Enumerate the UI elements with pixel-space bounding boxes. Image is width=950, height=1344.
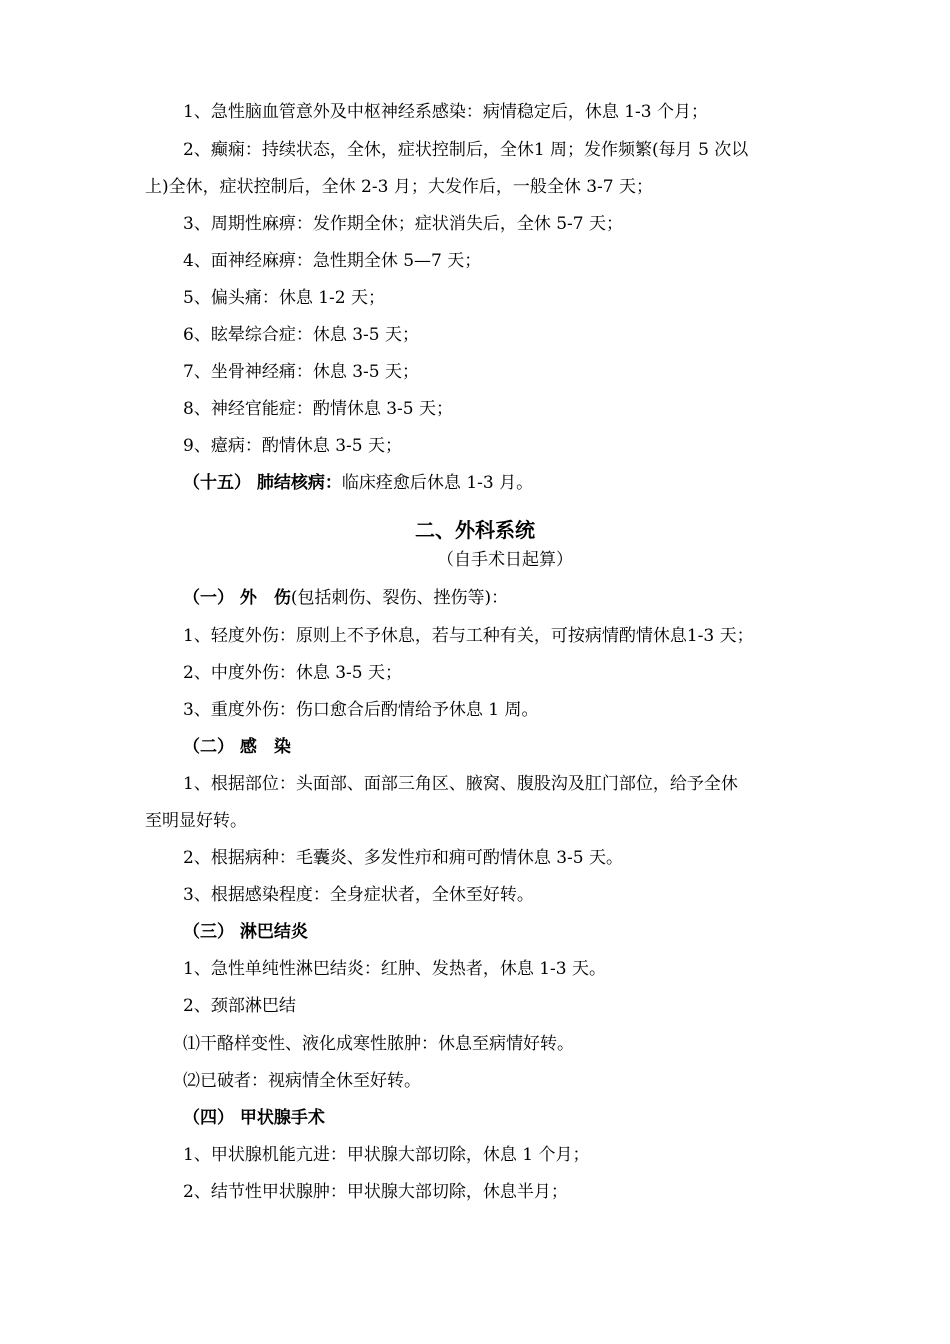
tb-label: （十五） 肺结核病： <box>183 473 342 493</box>
injury-heading <box>183 587 508 609</box>
list-item-infection-1-continued: 至明显好转。 <box>145 811 247 831</box>
list-item-thyroid-2: 2、结节性甲状腺肿：甲状腺大部切除，休息半月； <box>183 1182 568 1202</box>
list-item-neuro-2-continued: 上)全休，症状控制后，全休 2-3 月；大发作后，一般全休 3-7 天； <box>145 177 653 197</box>
lymph-heading: （三） 淋巴结炎 <box>183 922 308 942</box>
list-item-neuro-9: 9、癔病：酌情休息 3-5 天； <box>183 436 402 456</box>
list-item-neuro-5: 5、偏头痛：休息 1-2 天； <box>183 288 385 308</box>
list-item-thyroid-1: 1、甲状腺机能亢进：甲状腺大部切除，休息 1 个月； <box>183 1145 590 1165</box>
list-item-injury-3: 3、重度外伤：伤口愈合后酌情给予休息 1 周。 <box>183 700 539 720</box>
list-item-infection-2: 2、根据病种：毛囊炎、多发性疖和痈可酌情休息 3-5 天。 <box>183 848 623 868</box>
list-item-lymph-2a: ⑴干酪样变性、液化成寒性脓肿：休息至病情好转。 <box>183 1034 574 1054</box>
thyroid-heading: （四） 甲状腺手术 <box>183 1108 325 1128</box>
list-item-infection-3: 3、根据感染程度：全身症状者，全休至好转。 <box>183 885 534 905</box>
section-title: 二、外科系统 <box>415 518 535 542</box>
list-item-neuro-4: 4、面神经麻痹：急性期全休 5—7 天； <box>183 251 482 271</box>
injury-note: (包括刺伤、裂伤、挫伤等)： <box>290 588 509 608</box>
list-item-lymph-2b: ⑵已破者：视病情全休至好转。 <box>183 1071 421 1091</box>
list-item-lymph-1: 1、急性单纯性淋巴结炎：红肿、发热者，休息 1-3 天。 <box>183 959 606 979</box>
list-item-lymph-2: 2、颈部淋巴结 <box>183 996 296 1016</box>
list-item-neuro-3: 3、周期性麻痹：发作期全休；症状消失后，全休 5-7 天； <box>183 214 623 234</box>
infection-heading: （二） 感 染 <box>183 737 291 757</box>
list-item-neuro-2: 2、癫痫：持续状态，全休，症状控制后，全休1 周；发作频繁(每月 5 次以 <box>183 140 749 160</box>
tb-paragraph <box>183 472 533 494</box>
injury-label: （一） 外 伤 <box>183 588 291 608</box>
list-item-neuro-8: 8、神经官能症：酌情休息 3-5 天； <box>183 399 453 419</box>
list-item-infection-1: 1、根据部位：头面部、面部三角区、腋窝、腹股沟及肛门部位，给予全休 <box>183 774 738 794</box>
list-item-neuro-1: 1、急性脑血管意外及中枢神经系感染：病情稳定后，休息 1-3 个月； <box>183 102 708 122</box>
tb-text: 临床痊愈后休息 1-3 月。 <box>341 473 534 493</box>
section-subtitle: （自手术日起算） <box>437 550 573 570</box>
list-item-injury-2: 2、中度外伤：休息 3-5 天； <box>183 663 402 683</box>
list-item-neuro-7: 7、坐骨神经痛：休息 3-5 天； <box>183 362 419 382</box>
list-item-injury-1: 1、轻度外伤：原则上不予休息，若与工种有关，可按病情酌情休息1-3 天； <box>183 626 754 646</box>
list-item-neuro-6: 6、眩晕综合症：休息 3-5 天； <box>183 325 419 345</box>
